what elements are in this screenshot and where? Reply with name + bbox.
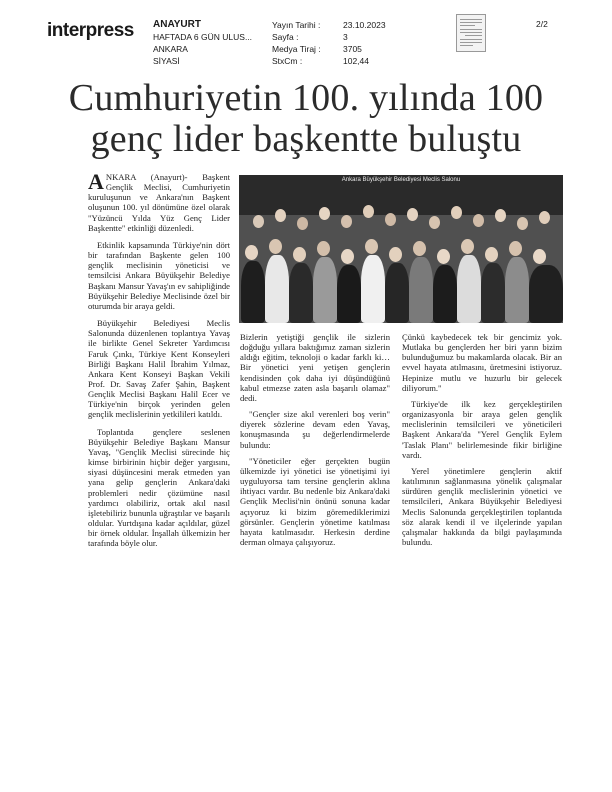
headline-line-1: Cumhuriyetin 100. yılında 100 <box>68 77 544 119</box>
circulation-value: 3705 <box>343 44 362 54</box>
logo-text: interpress <box>47 20 134 41</box>
meta-labels <box>272 19 321 67</box>
paragraph: "Yöneticiler eğer gerçekten bugün ülkemizde iyi yönetici ise yönetişimi iyi uyguluyorsa tam tersine gençlerin aklına ihtiyacı vardır. Bu nedenle biz Ankara'daki Gençlik Meclisi'nin önünü sonuna kadar açıyoruz ki bizim göremediklerimizi görsünler. Gençlerin yönetime katılması hayata katılmasıdır. Herkesin derdine derman olmaya çalışıyoruz. <box>240 455 390 547</box>
stxcm-value: 102,44 <box>343 56 369 66</box>
paragraph: Yerel yönetimlere gençlerin aktif katılımının sağlanmasına yönelik çalışmalar sürdüren gençlik meclislerinin yönetici ve temsilcileri, Ankara Büyükşehir Belediyesi Meclis Salonunda gerçekleştirilen toplantıda söz alarak kendi il ve ilçelerinde yapılan çalışmalar hakkında da bilgi paylaşımında bulundu. <box>402 465 562 547</box>
drop-cap: A <box>88 169 104 194</box>
lead-paragraph <box>88 169 230 233</box>
meta-values <box>343 19 386 67</box>
publication-details <box>153 31 252 67</box>
article-headline <box>60 78 552 160</box>
date-value: 23.10.2023 <box>343 20 386 30</box>
paragraph: Türkiye'de ilk kez gerçekleştirilen organizasyonla bir araya gelen gençlik meclislerinin temsilcileri ve yöneticileri Başkent Ankara'da "Yerel Gençlik Eylem 'Taslak Planı" belirlemesinde fikir birliğine vardı. <box>402 398 562 460</box>
page-indicator: 2/2 <box>536 19 548 29</box>
stxcm-label: StxCm : <box>272 56 303 66</box>
publication-city: ANKARA <box>153 44 188 54</box>
page-value: 3 <box>343 32 348 42</box>
paragraph: Çünkü kaybedecek tek bir gencimiz yok. Mutlaka bu gençlerden her biri yarın bizim bulunduğumuz bu makamlarda olacak. Bir an evvel hayata atılmasını, üretmesini istiyoruz. Hepinize mutlu ve huzurlu bir gelecek diliyorum." <box>402 332 562 393</box>
article-column-2 <box>240 332 390 547</box>
interpress-logo <box>47 20 134 42</box>
publication-frequency: HAFTADA 6 GÜN ULUS... <box>153 32 253 42</box>
page-label: Sayfa : <box>272 32 299 42</box>
paragraph: Bizlerin yetiştiği gençlik ile sizlerin doğduğu yıllara baktığımız zaman sizlerin aldığı eğitim, teknoloji o kadar farklı ki… Bir yönetici yeni yetişen gençlerin kendisinden çok daha iyi düşündüğünü kabul etmezse zaten asla başarılı olamaz" dedi. <box>240 332 390 403</box>
headline-line-2: genç lider başkentte buluştu <box>90 118 522 160</box>
paragraph: "Gençler size akıl verenleri boş verin" diyerek sözlerine devam eden Yavaş, konuşmasında şu değerlendirmelerde bulundu: <box>240 409 390 450</box>
article-column-3 <box>402 332 562 547</box>
page-thumbnail[interactable] <box>456 14 486 52</box>
article-column-1 <box>88 169 230 549</box>
paragraph: Büyükşehir Belediyesi Meclis Salonunda düzenlenen toplantıya Yavaş ile birlikte Genel Sekreter Yardımcısı Faruk Çınkı, Türkiye Kent Konseyleri Birliği Başkanı Halil İbrahim Yılmaz, Ankara Kent Konseyi Başkan Vekili Prof. Dr. Savaş Zafer Şahin, Başkent Gençlik Meclisi Başkanı Halil Ecer ve Türkiye'nin birçok yerinden gelen gençlik meclislerinin yetkilileri katıldı. <box>88 318 230 420</box>
lead-text: NKARA (Anayurt)- Başkent Gençlik Meclisi, Cumhuriyetin kuruluşunun ve Ankara'nın Başkent oluşunun 100. yıl dönümüne özel olarak "Yüzüncü Yılda Yüz Genç Lider Başkentte" etkinliği düzenledi. <box>88 172 230 233</box>
article-photo <box>239 175 563 323</box>
publication-name: ANAYURT <box>153 19 201 30</box>
circulation-label: Medya Tiraj : <box>272 44 321 54</box>
publication-category: SİYASİ <box>153 56 180 66</box>
date-label: Yayın Tarihi : <box>272 20 321 30</box>
paragraph: Toplantıda gençlere seslenen Büyükşehir Belediye Başkanı Mansur Yavaş, "Gençlik Meclisi sürecinde hiç kimse birbirinin hiçbir değer yargısını, siyasi düşüncesini merak etmeden yan yana gelip gençlerin Ankara'daki problemleri nedir çözümüne nasıl yardımcı olabiliriz, ortak akıl nasıl işletebiliriz bununla uğraştılar ve başarılı oldular. Yurtdışına kadar açıldılar, güzel bir örnek oldular. İnşallah ülkemizin her tarafında böyle olur. <box>88 426 230 549</box>
photo-caption: Ankara Büyükşehir Belediyesi Meclis Salonu <box>341 177 461 183</box>
paragraph: Etkinlik kapsamında Türkiye'nin dört bir tarafından Başkente gelen 100 gençlik meclisinin yöneticisi ve temsilcisi Ankara Büyükşehir Belediye Başkanı Mansur Yavaş'ın ev sahipliğinde Büyükşehir Belediye Meclisinde özel bir oturumda bir araya geldi. <box>88 239 230 311</box>
